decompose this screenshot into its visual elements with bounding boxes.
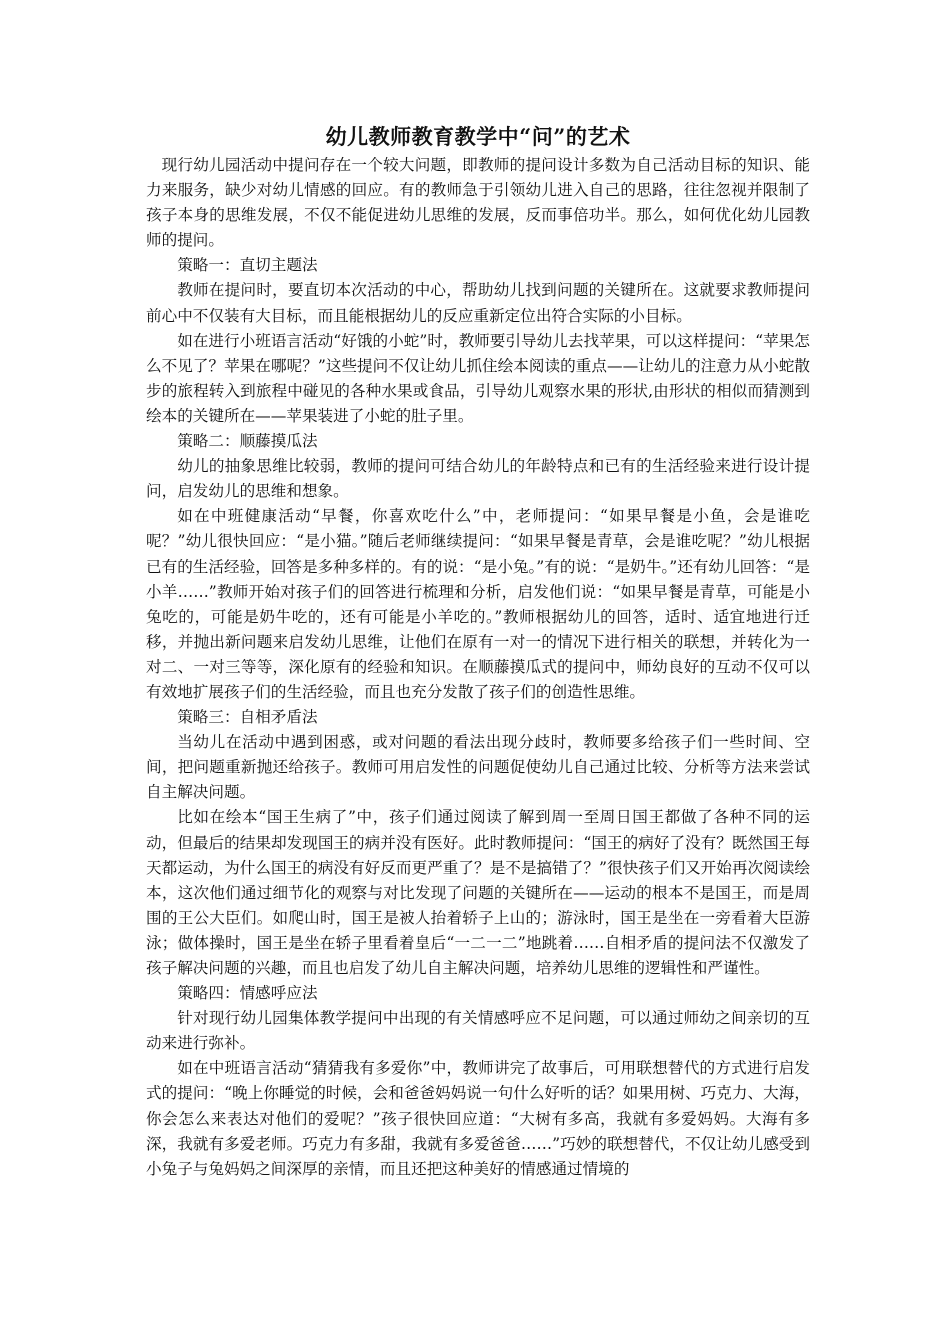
strategy-1-paragraph-2: 如在进行小班语言活动“好饿的小蛇”时，教师要引导幼儿去找苹果，可以这样提问：“苹果怎么不见了？苹果在哪呢？”这些提问不仅让幼儿抓住绘本阅读的重点——让幼儿的注意力从小蛇散步的旅程转入到旅程中碰见的各种水果或食品，引导幼儿观察水果的形状,由形状的相似而猜测到绘本的关键所在——苹果装进了小蛇的肚子里。 — [146, 331, 810, 425]
strategy-1-heading: 策略一：直切主题法 — [177, 256, 318, 275]
document-body — [146, 121, 810, 1182]
strategy-4-paragraph-2: 如在中班语言活动“猜猜我有多爱你”中，教师讲完了故事后，可用联想替代的方式进行启发式的提问：“晚上你睡觉的时候，会和爸爸妈妈说一句什么好听的话？如果用树、巧克力、大海，你会怎么来表达对他们的爱呢？”孩子很快回应道：“大树有多高，我就有多爱妈妈。大海有多深，我就有多爱老师。巧克力有多甜，我就有多爱爸爸……”巧妙的联想替代，不仅让幼儿感受到小兔子与兔妈妈之间深厚的亲情，而且还把这种美好的情感通过情境的 — [146, 1059, 810, 1178]
strategy-2-paragraph-1: 幼儿的抽象思维比较弱，教师的提问可结合幼儿的年龄特点和已有的生活经验来进行设计提问，启发幼儿的思维和想象。 — [146, 457, 810, 501]
document-title: 幼儿教师教育教学中“问”的艺术 — [325, 124, 631, 149]
strategy-3-paragraph-1: 当幼儿在活动中遇到困惑，或对问题的看法出现分歧时，教师要多给孩子们一些时间、空间，把问题重新抛还给孩子。教师可用启发性的问题促使幼儿自己通过比较、分析等方法来尝试自主解决问题。 — [146, 733, 810, 802]
intro-paragraph: 现行幼儿园活动中提问存在一个较大问题，即教师的提问设计多数为自己活动目标的知识、能力来服务，缺少对幼儿情感的回应。有的教师急于引领幼儿进入自己的思路，往往忽视并限制了孩子本身的思维发展，不仅不能促进幼儿思维的发展，反而事倍功半。那么，如何优化幼儿园教师的提问。 — [146, 156, 810, 250]
strategy-2-paragraph-2: 如在中班健康活动“早餐，你喜欢吃什么”中，老师提问：“如果早餐是小鱼，会是谁吃呢？”幼儿很快回应：“是小猫。”随后老师继续提问：“如果早餐是青草，会是谁吃呢？”幼儿根据已有的生活经验，回答是多种多样的。有的说：“是小兔。”有的说：“是奶牛。”还有幼儿回答：“是小羊……”教师开始对孩子们的回答进行梳理和分析，启发他们说：“如果早餐是青草，可能是小兔吃的，可能是奶牛吃的，还有可能是小羊吃的。”教师根据幼儿的回答，适时、适宜地进行迁移，并抛出新问题来启发幼儿思维，让他们在原有一对一的情况下进行相关的联想，并转化为一对二、一对三等等，深化原有的经验和知识。在顺藤摸瓜式的提问中，师幼良好的互动不仅可以有效地扩展孩子们的生活经验，而且也充分发散了孩子们的创造性思维。 — [146, 507, 810, 701]
strategy-4-paragraph-1: 针对现行幼儿园集体教学提问中出现的有关情感呼应不足问题，可以通过师幼之间亲切的互动来进行弥补。 — [146, 1009, 810, 1053]
strategy-2-heading: 策略二：顺藤摸瓜法 — [177, 432, 318, 451]
strategy-3-heading: 策略三：自相矛盾法 — [177, 708, 318, 727]
strategy-3-paragraph-2: 比如在绘本“国王生病了”中，孩子们通过阅读了解到周一至周日国王都做了各种不同的运动，但最后的结果却发现国王的病并没有医好。此时教师提问：“国王的病好了没有？既然国王每天都运动，为什么国王的病没有好反而更严重了？是不是搞错了？”很快孩子们又开始再次阅读绘本，这次他们通过细节化的观察与对比发现了问题的关键所在——运动的根本不是国王，而是周围的王公大臣们。如爬山时，国王是被人抬着轿子上山的；游泳时，国王是坐在一旁看着大臣游泳；做体操时，国王是坐在轿子里看着皇后“一二一二”地跳着……自相矛盾的提问法不仅激发了孩子解决问题的兴趣，而且也启发了幼儿自主解决问题，培养幼儿思维的逻辑性和严谨性。 — [146, 808, 810, 977]
strategy-1-paragraph-1: 教师在提问时，要直切本次活动的中心，帮助幼儿找到问题的关键所在。这就要求教师提问前心中不仅装有大目标，而且能根据幼儿的反应重新定位出符合实际的小目标。 — [146, 281, 810, 325]
strategy-4-heading: 策略四：情感呼应法 — [177, 984, 318, 1003]
